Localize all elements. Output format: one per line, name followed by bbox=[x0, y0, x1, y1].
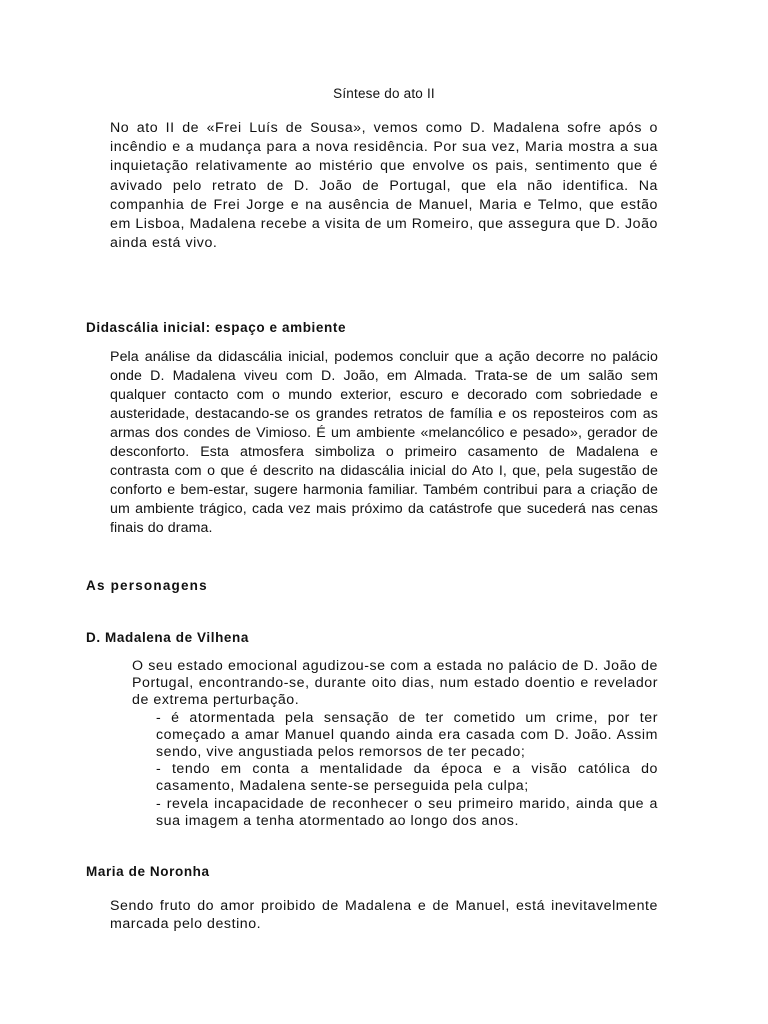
madalena-section bbox=[132, 658, 658, 830]
intro-paragraph bbox=[110, 119, 658, 253]
intro-paragraph-text: No ato II de «Frei Luís de Sousa», vemos como D. Madalena sofre após o incêndio e a mudança para a nova residência. Por sua vez, Maria mostra a sua inquietação relativamente ao mistério que envolve os pais, sentimento que é avivado pelo retrato de D. João de Portugal, que ela não identifica. Na companhia de Frei Jorge e na ausência de Manuel, Maria e Telmo, que estão em Lisboa, Madalena recebe a visita de um Romeiro, que assegura que D. João ainda está vivo. bbox=[110, 120, 658, 252]
document-title: Síntese do ato II bbox=[333, 86, 435, 101]
personagens-heading: As personagens bbox=[86, 578, 208, 593]
maria-paragraph bbox=[110, 897, 658, 934]
madalena-item: - revela incapacidade de reconhecer o seu primeiro marido, ainda que a sua imagem a tenha atormentado ao longo dos anos. bbox=[156, 795, 658, 829]
maria-paragraph-text: Sendo fruto do amor proibido de Madalena e de Manuel, está inevitavelmente marcada pelo destino. bbox=[110, 898, 658, 933]
didascalia-paragraph-text: Pela análise da didascália inicial, podemos concluir que a ação decorre no palácio onde D. Madalena viveu com D. João, em Almada. Trata-se de um salão sem qualquer contacto com o mundo exterior, escuro e decorado com sobriedade e austeridade, destacando-se os grandes retratos de família e os reposteiros com as armas dos condes de Vimioso. É um ambiente «melancólico e pesado», gerador de desconforto. Esta atmosfera simboliza o primeiro casamento de Madalena e contrasta com o que é descrito na didascália inicial do Ato I, que, pela sugestão de conforto e bem-estar, sugere harmonia familiar. Também contribui para a criação de um ambiente trágico, cada vez mais próximo da catástrofe que sucederá nas cenas finais do drama. bbox=[110, 349, 658, 536]
didascalia-paragraph bbox=[110, 348, 658, 538]
didascalia-heading: Didascália inicial: espaço e ambiente bbox=[86, 320, 347, 335]
madalena-item: - tendo em conta a mentalidade da época e a visão católica do casamento, Madalena sente-se perseguida pela culpa; bbox=[156, 761, 658, 795]
madalena-item: - é atormentada pela sensação de ter cometido um crime, por ter começado a amar Manuel quando ainda era casada com D. João. Assim sendo, vive angustiada pelos remorsos de ter pecado; bbox=[156, 709, 658, 761]
maria-heading: Maria de Noronha bbox=[86, 864, 210, 879]
madalena-heading: D. Madalena de Vilhena bbox=[86, 630, 249, 645]
madalena-intro: O seu estado emocional agudizou-se com a estada no palácio de D. João de Portugal, encontrando-se, durante oito dias, num estado doentio e revelador de extrema perturbação. bbox=[132, 658, 658, 709]
